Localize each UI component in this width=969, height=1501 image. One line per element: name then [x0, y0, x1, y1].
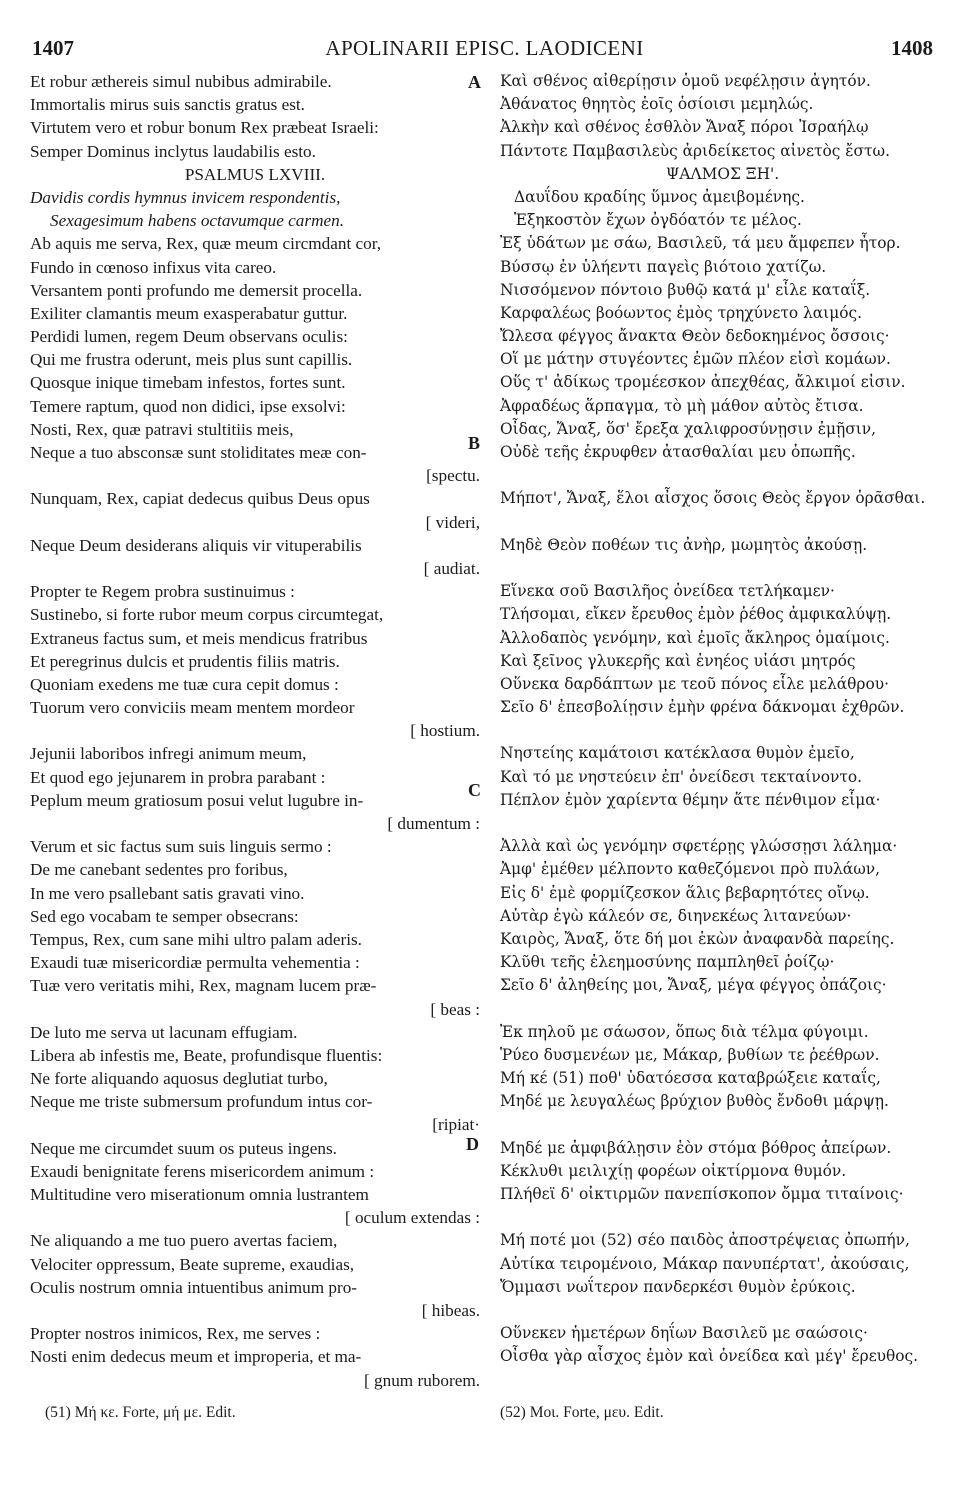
footnote-52: (52) Μοι. Forte, μευ. Edit.: [500, 1404, 664, 1421]
latin-line: Sustinebo, si forte rubor meum corpus circumtegat,: [30, 605, 384, 625]
greek-line: Βύσσῳ ἐν ὑλήεντι παγεὶς βιότοιο χατίζω.: [500, 257, 827, 276]
latin-line: Tempus, Rex, cum sane mihi ultro palam aderis.: [30, 929, 362, 949]
latin-line: [ oculum extendas :: [344, 1208, 480, 1228]
greek-line: Εἰς δ' ἐμὲ φορμίζεσκον ἅλις βεβαρητότες οἴνῳ.: [500, 883, 870, 902]
greek-line: Ὄμμασι νωΐτερον πανδερκέσι θυμὸν ἐρύκοις.: [500, 1277, 856, 1296]
latin-line: Propter nostros inimicos, Rex, me serves :: [30, 1324, 321, 1344]
greek-line: Ἀμφ' ἐμέθεν μέλποντο καθεζόμενοι πρὸ πυλάων,: [500, 860, 881, 879]
latin-line: Nosti, Rex, quæ patravi stultitiis meis,: [30, 419, 294, 439]
latin-line: Virtutem vero et robur bonum Rex præbeat Israeli:: [30, 118, 379, 138]
greek-line: Μηδέ με ἀμφιβάλῃσιν ἑὸν στόμα βόθρος ἀπείρων.: [500, 1138, 892, 1157]
greek-line: Οὕς τ' ἀδίκως τρομέεσκον ἀπεχθέας, ἄλκιμοί εἰσιν.: [500, 373, 906, 392]
latin-line: Peplum meum gratiosum posui velut lugubre in-: [30, 790, 364, 810]
greek-column: [500, 70, 945, 1392]
latin-line: [ beas :: [430, 999, 480, 1019]
greek-line: Ἀλλὰ καὶ ὡς γενόμην σφετέρῃς γλώσσῃσι λάλημα·: [500, 837, 898, 856]
latin-line: Neque me circumdet suum os puteus ingens.: [30, 1138, 337, 1158]
latin-line: Neque me triste submersum profundum intus cor-: [30, 1092, 373, 1112]
margin-marker-d: D: [466, 1134, 479, 1154]
latin-line: [ audiat.: [423, 558, 480, 578]
greek-line: Ἀλκὴν καὶ σθένος ἐσθλὸν Ἄναξ πόροι Ἰσραήλῳ: [500, 118, 869, 137]
latin-line: Tuorum vero conviciis meam mentem mordeor: [30, 698, 355, 718]
page-number-left: 1407: [32, 36, 74, 60]
latin-line: De luto me serva ut lacunam effugiam.: [30, 1022, 298, 1042]
greek-line: [500, 511, 945, 534]
latin-line: Neque Deum desiderans aliquis vir vituperabilis: [30, 535, 362, 555]
margin-marker-c: C: [468, 780, 481, 800]
latin-line: Davidis cordis hymnus invicem respondentis,: [30, 187, 341, 207]
latin-line: Temere raptum, quod non didici, ipse exsolvi:: [30, 396, 346, 416]
greek-line: Οὕνεκα δαρδάπτων με τεοῦ πόνος εἷλε μελάθρου·: [500, 674, 889, 693]
greek-line: Τλήσομαι, εἴκεν ἔρευθος ἐμὸν ῥέθος ἀμφικαλύψῃ.: [500, 605, 892, 624]
latin-column: [30, 70, 480, 1392]
latin-line: Verum et sic factus sum suis linguis sermo :: [30, 837, 332, 857]
greek-line: Αὐτίκα τειρομένοιο, Μάκαρ πανυπέρτατ', ἀκούσαις,: [500, 1254, 910, 1273]
greek-line: Ῥύεο δυσμενέων με, Μάκαρ, βυθίων τε ῥεέθρων.: [500, 1045, 880, 1064]
greek-line: Οὕνεκεν ἡμετέρων δηΐων Βασιλεῦ με σαώσοις·: [500, 1324, 868, 1343]
greek-line: Μηδὲ Θεὸν ποθέων τις ἀνὴρ, μωμητὸς ἀκούσῃ.: [500, 535, 868, 554]
latin-line: Exaudi benignitate ferens misericordem animum :: [30, 1161, 375, 1181]
latin-line: [ gnum ruborem.: [364, 1370, 480, 1390]
latin-line: In me vero psallebant satis gravati vino.: [30, 883, 305, 903]
greek-line: Σεῖο δ' ἀληθείης μοι, Ἄναξ, μέγα φέγγος ὀπάζοις·: [500, 976, 887, 995]
latin-line: Et peregrinus dulcis et prudentis filiis matris.: [30, 651, 340, 671]
latin-line: Nosti enim dedecus meum et improperia, et ma-: [30, 1347, 362, 1367]
greek-line: Δαυΐδου κραδίης ὕμνος ἀμειβομένης.: [514, 187, 805, 206]
page-header: [0, 36, 969, 64]
latin-line: Quoniam exedens me tuæ cura cepit domus :: [30, 674, 339, 694]
greek-line: Πάντοτε Παμβασιλεὺς ἀριδείκετος αἰνετὸς ἔστω.: [500, 141, 890, 160]
latin-line: Et robur æthereis simul nubibus admirabile.: [30, 72, 332, 91]
greek-line: Ἐξ ὑδάτων με σάω, Βασιλεῦ, τά μευ ἄμφεπεν ἦτορ.: [500, 234, 901, 253]
latin-line: Multitudine vero miserationum omnia lustrantem: [30, 1185, 369, 1204]
greek-line: Καρφαλέως βοόωντος ἐμὸς τρηχύνετο λαιμός.: [500, 303, 862, 322]
footnote-51: (51) Μή κε. Forte, μή με. Edit.: [45, 1404, 236, 1421]
latin-line: Ne aliquando a me tuo puero avertas faciem,: [30, 1231, 338, 1251]
latin-line: Nunquam, Rex, capiat dedecus quibus Deus opus: [30, 489, 370, 509]
greek-line: Σεῖο δ' ἐπεσβολίῃσιν ἐμὴν φρένα δάκνομαι ἐχθρῶν.: [500, 698, 905, 717]
greek-line: [500, 557, 945, 580]
greek-line: Οὐδὲ τεῆς ἐκρυφθεν ἀτασθαλίαι μευ ὀπωπῆς.: [500, 443, 856, 461]
latin-line: Fundo in cœnoso infixus vita careo.: [30, 257, 277, 277]
latin-line: Semper Dominus inclytus laudabilis esto.: [30, 141, 316, 161]
latin-line: Sed ego vocabam te semper obsecrans:: [30, 906, 299, 926]
latin-line: Neque a tuo absconsæ sunt stoliditates meæ con-: [30, 443, 367, 462]
latin-line: [ripiat·: [432, 1115, 480, 1135]
margin-marker-a: A: [468, 72, 481, 92]
greek-line: Μή ποτέ μοι (52) σέο παιδὸς ἀποστρέψειας ὀπωπήν,: [500, 1231, 910, 1250]
latin-line: Quosque inique timebam infestos, fortes sunt.: [30, 373, 346, 393]
greek-line: Πλήθεϊ δ' οἰκτιρμῶν πανεπίσκοπον ὄμμα τιταίνοις·: [500, 1185, 904, 1203]
latin-line: Ab aquis me serva, Rex, quæ meum circmdant cor,: [30, 234, 382, 254]
greek-line: Καὶ ξεῖνος γλυκερῆς καὶ ἐνηέος υἱάσι μητρός: [500, 651, 856, 670]
greek-line: ΨΑΛΜΟΣ ΞΗ'.: [665, 164, 780, 183]
latin-line: Libera ab infestis me, Beate, profundisque fluentis:: [30, 1045, 383, 1065]
greek-line: Καιρὸς, Ἄναξ, ὅτε δή μοι ἑκὼν ἀναφανδὰ παρείης.: [500, 929, 895, 948]
greek-line: Μήποτ', Ἄναξ, ἕλοι αἶσχος ὅσοις Θεὸς ἔργον ὁρᾶσθαι.: [500, 489, 926, 508]
latin-line: [ hibeas.: [421, 1300, 480, 1320]
running-title: APOLINARII EPISC. LAODICENI: [325, 36, 644, 60]
latin-line: Exaudi tuæ misericordiæ permulta vehementia :: [30, 953, 360, 973]
latin-line: Tuæ vero veritatis mihi, Rex, magnam lucem præ-: [30, 976, 377, 996]
greek-line: Ἀφραδέως ἅρπαγμα, τὸ μὴ μάθον αὐτὸς ἔτισα.: [500, 396, 864, 415]
greek-line: Πέπλον ἐμὸν χαρίεντα θέμην ἅτε πένθιμον εἷμα·: [500, 790, 881, 809]
greek-line: Ἐκ πηλοῦ με σάωσον, ὅπως διὰ τέλμα φύγοιμι.: [500, 1022, 869, 1041]
latin-line: Velociter oppressum, Beate supreme, exaudias,: [30, 1254, 355, 1274]
latin-line: De me canebant sedentes pro foribus,: [30, 860, 288, 880]
latin-line: [ hostium.: [410, 721, 480, 741]
latin-line: Sexagesimum habens octavumque carmen.: [50, 211, 345, 231]
greek-line: Ἀθάνατος θηητὸς ἑοῖς ὁσίοισι μεμηλώς.: [500, 95, 814, 114]
greek-line: [500, 1369, 945, 1392]
greek-line: [500, 719, 945, 742]
latin-line: Immortalis mirus suis sanctis gratus est.: [30, 95, 305, 115]
latin-line: Propter te Regem probra sustinuimus :: [30, 582, 295, 602]
latin-line: [ dumentum :: [387, 814, 480, 833]
greek-line: [500, 1299, 945, 1322]
latin-line: [ videri,: [425, 512, 480, 532]
greek-line: Αὐτὰρ ἐγὼ κάλεόν σε, διηνεκέως λιτανεύων·: [500, 906, 852, 925]
greek-line: Ἀλλοδαπὸς γενόμην, καὶ ἐμοῖς ἄκληρος ὁμαίμοις.: [500, 628, 890, 647]
greek-line: Μηδέ με λευγαλέως βρύχιον βυθὸς ἔνδοθι μάρψῃ.: [500, 1092, 889, 1111]
latin-line: Oculis nostrum omnia intuentibus animum pro-: [30, 1277, 358, 1297]
latin-line: Et quod ego jejunarem in probra parabant :: [30, 767, 326, 787]
margin-marker-b: B: [468, 433, 481, 453]
latin-line: Versantem ponti profundo me demersit procella.: [30, 280, 363, 300]
greek-line: Νισσόμενον πόντοιο βυθῷ κατά μ' εἷλε καταΐξ.: [500, 280, 871, 299]
greek-line: Μή κέ (51) ποθ' ὑδατόεσσα καταβρώξειε καταΐς,: [500, 1069, 881, 1088]
greek-line: [500, 812, 945, 835]
latin-line: Ne forte aliquando aquosus deglutiat turbo,: [30, 1069, 328, 1089]
greek-line: [500, 998, 945, 1021]
greek-line: Ἑξηκοστὸν ἔχων ὀγδόατόν τε μέλος.: [514, 211, 802, 230]
greek-line: Εἵνεκα σοῦ Βασιλῆος ὀνείδεα τετλήκαμεν·: [500, 582, 835, 601]
greek-line: Κλῦθι τεῆς ἐλεημοσύνης παμπληθεῖ ῥοίζῳ·: [500, 953, 835, 972]
greek-line: Οἵ με μάτην στυγέοντες ἐμῶν πλέον εἰσὶ κομάων.: [500, 350, 891, 369]
page-number-right: 1408: [891, 36, 933, 60]
greek-line: [500, 1113, 945, 1136]
greek-line: [500, 464, 945, 487]
greek-line: Καὶ σθένος αἰθερίῃσιν ὁμοῦ νεφέλῃσιν ἀγητόν.: [500, 72, 871, 90]
latin-line: Qui me frustra oderunt, meis plus sunt capillis.: [30, 350, 353, 370]
greek-line: Καὶ τό με νηστεύειν ἐπ' ὀνείδεσι τεκταίνοντο.: [500, 767, 863, 786]
latin-line: Perdidi lumen, regem Deum observans oculis:: [30, 327, 348, 347]
greek-line: Οἶδας, Ἄναξ, ὅσ' ἔρεξα χαλιφροσύνῃσιν ἐμῇσιν,: [500, 419, 877, 438]
latin-line: Extraneus factus sum, et meis mendicus fratribus: [30, 628, 368, 648]
greek-line: Κέκλυθι μειλιχίῃ φορέων οἰκτίρμονα θυμόν.: [500, 1161, 847, 1180]
greek-line: Νηστείης καμάτοισι κατέκλασα θυμὸν ἐμεῖο,: [500, 744, 855, 763]
latin-line: Jejunii laboribos infregi animum meum,: [30, 744, 307, 764]
greek-line: Ὤλεσα φέγγος ἄνακτα Θεὸν δεδοκημένος ὄσσοις·: [500, 327, 890, 346]
latin-line: [spectu.: [426, 466, 480, 486]
greek-line: Οἶσθα γὰρ αἶσχος ἐμὸν καὶ ὀνείδεα καὶ μέγ' ἔρευθος.: [500, 1347, 919, 1366]
latin-line: PSALMUS LXVIII.: [184, 164, 326, 184]
greek-line: [500, 1206, 945, 1229]
latin-line: Exiliter clamantis meum exasperabatur guttur.: [30, 303, 348, 323]
